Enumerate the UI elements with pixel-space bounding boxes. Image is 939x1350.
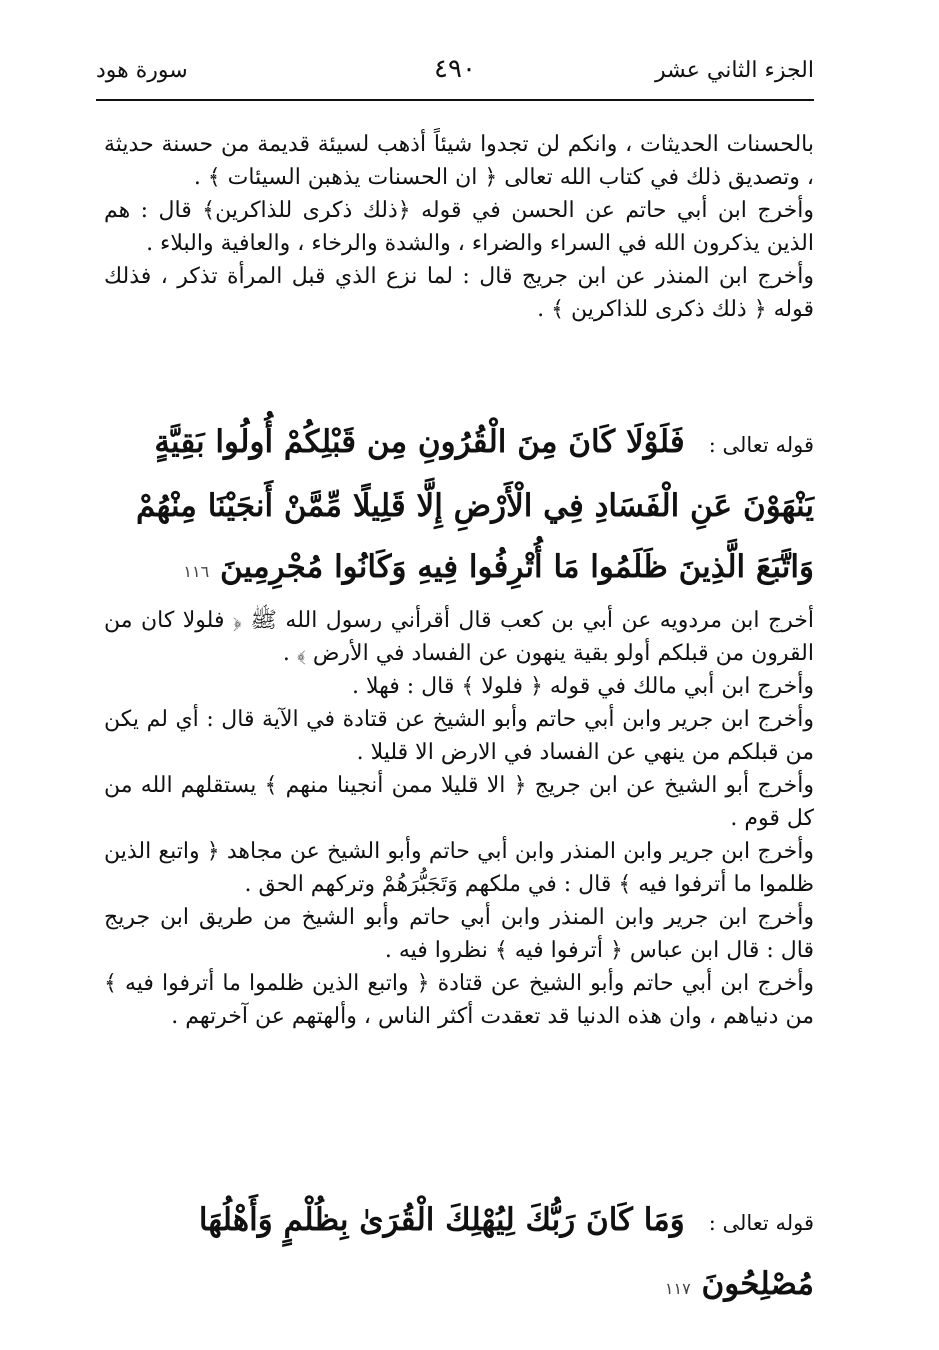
ayah-number: ١١٧ xyxy=(664,1279,691,1298)
header-rule xyxy=(96,99,814,101)
surah-title: سورة هود xyxy=(96,58,188,83)
part-title: الجزء الثاني عشر xyxy=(655,58,814,83)
paragraph: وأخرج ابن جرير وابن المنذر وابن أبي حاتم وأبو الشيخ من طريق ابن جريج قال : قال ابن عباس ﴿ أترفوا فيه ﴾ نظروا فيه . xyxy=(104,905,814,963)
paragraph: وأخرج ابن أبي حاتم وأبو الشيخ عن قتادة ﴿ واتبع الذين ظلموا ما أترفوا فيه ﴾ من دنياهم ، وان هذه الدنيا قد تعقدت أكثر الناس ، وألهتهم عن آخرتهم . xyxy=(104,971,814,1029)
verse-text: فَلَوْلَا كَانَ مِنَ الْقُرُونِ مِن قَبْلِكُمْ أُولُوا بَقِيَّةٍ يَنْهَوْنَ عَنِ الْفَسَادِ فِي الْأَرْضِ إِلَّا قَلِيلًا مِّمَّنْ أَنجَيْنَا مِنْهُمْ وَاتَّبَعَ الَّذِينَ ظَلَمُوا مَا أُتْرِفُوا فِيهِ وَكَانُوا مُجْرِمِينَ xyxy=(136,424,814,585)
verse-text: وَمَا كَانَ رَبُّكَ لِيُهْلِكَ الْقُرَىٰ بِظُلْمٍ وَأَهْلُهَا مُصْلِحُونَ xyxy=(198,1202,814,1302)
paragraph: وأخرج ابن المنذر عن ابن جريج قال : لما نزع الذي قبل المرأة تذكر ، فذلك قوله ﴿ ذلك ذكرى للذاكرين ﴾ . xyxy=(104,264,814,322)
verse-label: قوله تعالى : xyxy=(708,433,814,457)
verse-label: قوله تعالى : xyxy=(708,1211,814,1235)
paragraph: وأخرج ابن جرير وابن المنذر وابن أبي حاتم وأبو الشيخ عن مجاهد ﴿ واتبع الذين ظلموا ما أترفوا فيه ﴾ قال : في ملكهم وَتَجَبُّرَهُمْ وتركهم الحق . xyxy=(104,839,814,897)
page-header xyxy=(96,48,814,100)
paragraph: وأخرج ابن أبي حاتم عن الحسن في قوله ﴿ذلك ذكرى للذاكرين﴾ قال : هم الذين يذكرون الله في السراء والضراء ، والشدة والرخاء ، والعافية والبلاء . xyxy=(104,198,814,256)
paragraph: بالحسنات الحديثات ، وانكم لن تجدوا شيئاً أذهب لسيئة قديمة من حسنة حديثة ، وتصديق ذلك في كتاب الله تعالى ﴿ ان الحسنات يذهبن السيئات ﴾ . xyxy=(104,132,814,190)
commentary-section-2 xyxy=(104,604,814,1033)
paragraph: وأخرج ابن جرير وابن أبي حاتم وأبو الشيخ عن قتادة في الآية قال : أي لم يكن من قبلكم من ينهي عن الفساد في الارض الا قليلا . xyxy=(104,707,814,765)
paragraph: وأخرج ابن أبي مالك في قوله ﴿ فلولا ﴾ قال : فهلا . xyxy=(352,674,814,699)
commentary-section-1 xyxy=(104,128,814,326)
ayah-number: ١١٦ xyxy=(183,562,210,581)
quran-verse-2 xyxy=(104,1190,814,1319)
paragraph: أخرج ابن مردويه عن أبي بن كعب قال أقرأني رسول الله ﷺ ﴿ فلولا كان من القرون من قبلكم أولو بقية ينهون عن الفساد في الأرض ﴾ . xyxy=(104,608,814,666)
page-number: ٤٩٠ xyxy=(434,54,476,84)
paragraph: وأخرج أبو الشيخ عن ابن جريج ﴿ الا قليلا ممن أنجينا منهم ﴾ يستقلهم الله من كل قوم . xyxy=(104,773,814,831)
quran-verse-1 xyxy=(104,412,814,602)
